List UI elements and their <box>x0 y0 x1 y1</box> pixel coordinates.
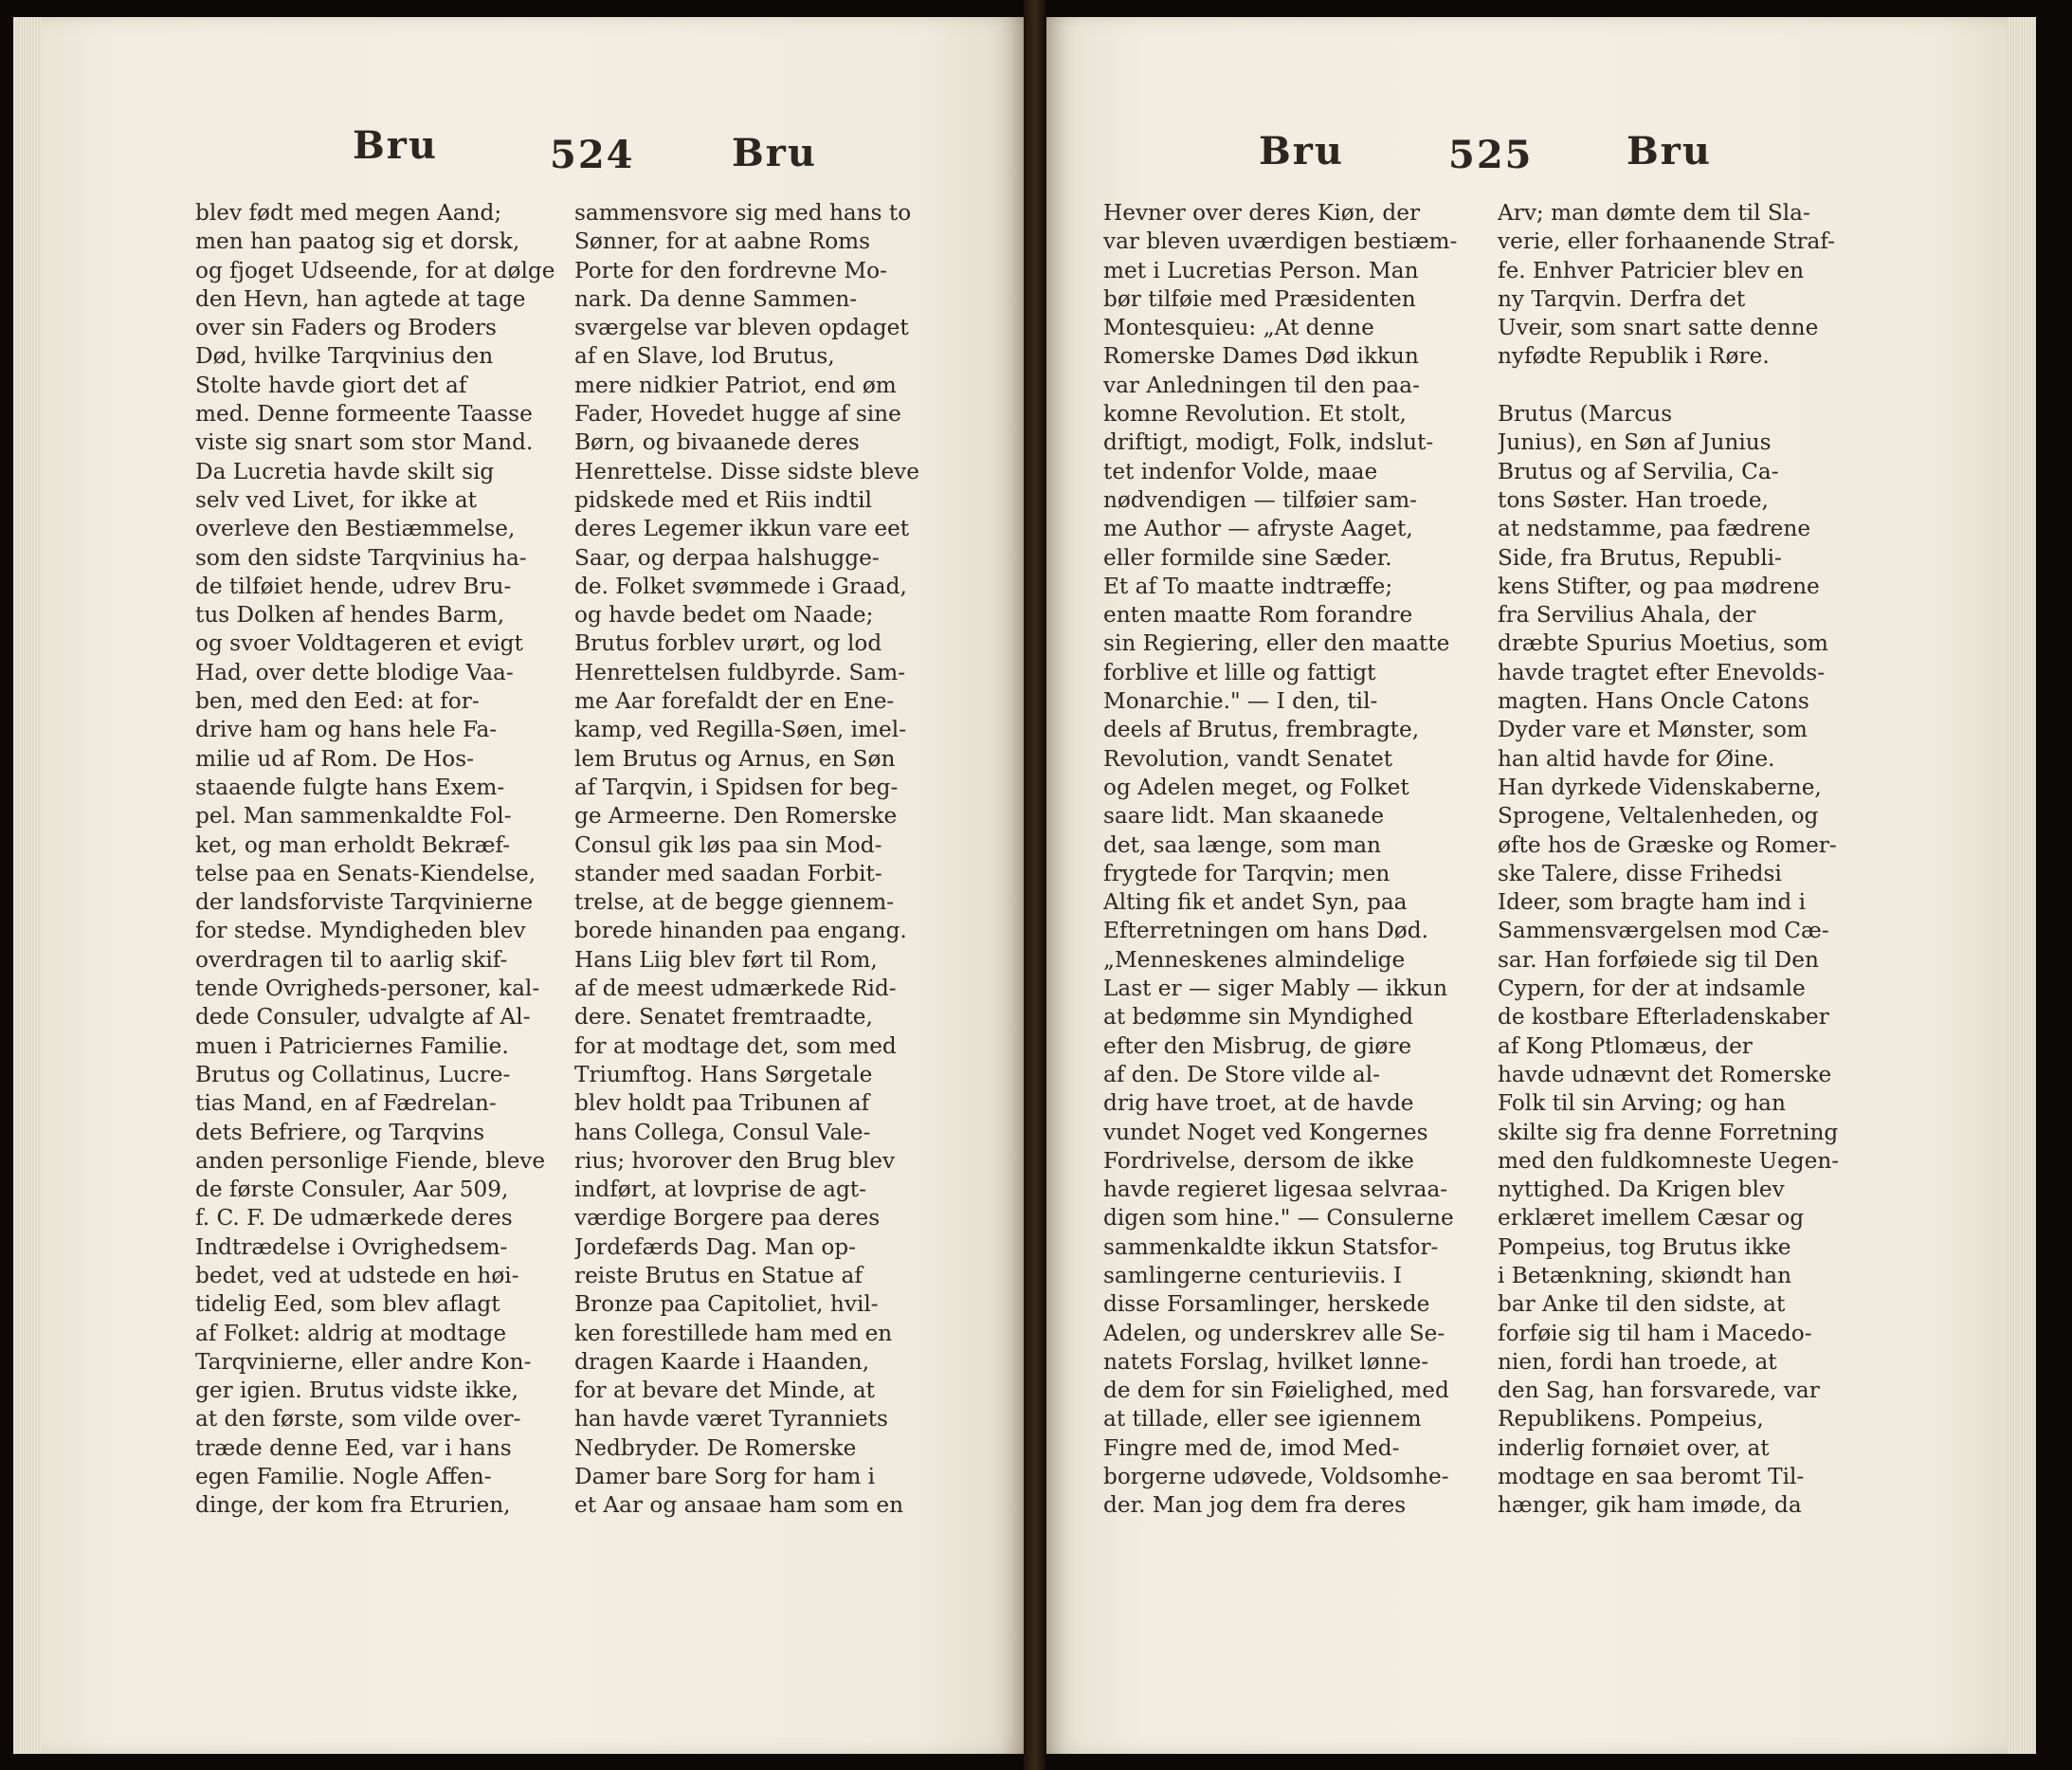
text-line: af en Slave, lod Brutus, <box>574 343 835 370</box>
text-line: Monarchie." — I den, til- <box>1103 688 1378 715</box>
text-line: enten maatte Rom forandre <box>1103 602 1413 629</box>
text-line: ger igien. Brutus vidste ikke, <box>195 1378 518 1404</box>
text-line: de tilføiet hende, udrev Bru- <box>195 573 512 599</box>
text-line: verie, eller forhaanende Straf- <box>1498 228 1835 255</box>
text-line: over sin Faders og Broders <box>195 315 497 341</box>
text-line: af Kong Ptlomæus, der <box>1498 1032 1753 1059</box>
text-line: digen som hine." — Consulerne <box>1103 1205 1454 1232</box>
text-line: Jordefærds Dag. Man op- <box>574 1233 856 1260</box>
text-line: han havde været Tyranniets <box>574 1406 888 1432</box>
text-line: vundet Noget ved Kongernes <box>1103 1119 1428 1145</box>
text-line: sværgelse var bleven opdaget <box>574 315 909 341</box>
text-line: muen i Patriciernes Familie. <box>195 1032 509 1059</box>
text-line: der. Man jog dem fra deres <box>1103 1492 1407 1519</box>
text-line: Consul gik løs paa sin Mod- <box>574 831 882 858</box>
text-line: blev holdt paa Tribunen af <box>574 1090 870 1117</box>
text-line: Da Lucretia havde skilt sig <box>195 458 495 484</box>
text-line: nien, fordi han troede, at <box>1498 1348 1777 1375</box>
text-line: Sprogene, Veltalenheden, og <box>1498 803 1819 830</box>
text-line: havde udnævnt det Romerske <box>1498 1061 1832 1087</box>
text-line: Arv; man dømte dem til Sla- <box>1498 200 1810 226</box>
book-spine <box>1024 0 1046 1770</box>
text-line: dets Befriere, og Tarqvins <box>195 1119 485 1145</box>
text-line: Brutus og af Servilia, Ca- <box>1498 458 1779 484</box>
text-line: trelse, at de begge giennem- <box>574 889 895 916</box>
right-page-number: 525 <box>1448 133 1534 177</box>
text-line: Hevner over deres Kiøn, der <box>1103 200 1421 226</box>
text-line: Bronze paa Capitoliet, hvil- <box>574 1291 879 1318</box>
text-line: Fordrivelse, dersom de ikke <box>1103 1147 1414 1174</box>
text-line: Porte for den fordrevne Mo- <box>574 257 887 283</box>
text-line: milie ud af Rom. De Hos- <box>195 745 474 772</box>
text-line: sin Regiering, eller den maatte <box>1103 630 1450 657</box>
text-line: Nedbryder. De Romerske <box>574 1434 857 1461</box>
text-line: sammensvore sig med hans to <box>574 200 912 226</box>
text-line: forføie sig til ham i Macedo- <box>1498 1320 1812 1346</box>
text-line: Revolution, vandt Senatet <box>1103 745 1393 772</box>
text-line: af Folket: aldrig at modtage <box>195 1320 507 1346</box>
text-line: et Aar og ansaae ham som en <box>574 1492 903 1519</box>
text-line: stander med saadan Forbit- <box>574 860 882 886</box>
text-line: blev født med megen Aand; <box>195 200 502 226</box>
text-line: staaende fulgte hans Exem- <box>195 774 505 800</box>
text-line: Had, over dette blodige Vaa- <box>195 659 514 685</box>
text-line: me Author — afryste Aaget, <box>1103 516 1413 542</box>
text-line: Børn, og bivaanede deres <box>574 429 860 456</box>
text-line: overdragen til to aarlig skif- <box>195 946 508 973</box>
text-line: de dem for sin Føielighed, med <box>1103 1378 1449 1404</box>
text-line: Republikens. Pompeius, <box>1498 1406 1764 1432</box>
text-line: tidelig Eed, som blev aflagt <box>195 1291 500 1318</box>
text-line: for at bevare det Minde, at <box>574 1378 875 1404</box>
text-line: med den fuldkomneste Uegen- <box>1498 1147 1840 1174</box>
text-line: at tillade, eller see igiennem <box>1103 1406 1422 1432</box>
text-line: modtage en saa beromt Til- <box>1498 1464 1805 1490</box>
text-line: overleve den Bestiæmmelse, <box>195 516 516 542</box>
text-line: at den første, som vilde over- <box>195 1406 521 1432</box>
text-line: Ideer, som bragte ham ind i <box>1498 889 1807 916</box>
text-line: Romerske Dames Død ikkun <box>1103 343 1419 370</box>
text-line: at bedømme sin Myndighed <box>1103 1004 1413 1031</box>
text-line: Folk til sin Arving; og han <box>1498 1090 1786 1117</box>
text-line: for at modtage det, som med <box>574 1032 897 1059</box>
text-line: ske Talere, disse Frihedsi <box>1498 860 1782 886</box>
text-line: at nedstamme, paa fædrene <box>1498 516 1811 542</box>
text-line: deels af Brutus, frembragte, <box>1103 717 1420 743</box>
text-line: driftigt, modigt, Folk, indslut- <box>1103 429 1434 456</box>
text-line: ken forestillede ham med en <box>574 1320 893 1346</box>
right-column-1 <box>1103 199 1482 1521</box>
right-head-right: Bru <box>1627 129 1712 173</box>
text-line: havde regieret ligesaa selvraa- <box>1103 1177 1448 1203</box>
text-line: Et af To maatte indtræffe; <box>1103 573 1393 599</box>
text-line: Brutus forblev urørt, og lod <box>574 630 882 657</box>
text-line: Hans Liig blev ført til Rom, <box>574 946 878 973</box>
text-line: Henrettelse. Disse sidste bleve <box>574 458 919 484</box>
text-line: mere nidkier Patriot, end øm <box>574 372 897 398</box>
text-line: drig have troet, at de havde <box>1103 1090 1414 1117</box>
text-line: Cypern, for der at indsamle <box>1498 976 1806 1002</box>
text-line: frygtede for Tarqvin; men <box>1103 860 1390 886</box>
text-line: og svoer Voldtageren et evigt <box>195 630 523 657</box>
text-line: bar Anke til den sidste, at <box>1498 1291 1786 1318</box>
right-page-edge <box>2008 17 2036 1754</box>
text-line: pel. Man sammenkaldte Fol- <box>195 803 512 830</box>
text-line: sammenkaldte ikkun Statsfor- <box>1103 1233 1439 1260</box>
text-line: indført, at lovprise de agt- <box>574 1177 866 1203</box>
text-line: f. C. F. De udmærkede deres <box>195 1205 513 1232</box>
text-line: og havde bedet om Naade; <box>574 602 874 629</box>
left-column-1 <box>195 199 574 1521</box>
text-line: samlingerne centurieviis. I <box>1103 1262 1403 1288</box>
text-line: de kostbare Efterladenskaber <box>1498 1004 1829 1031</box>
text-line: kamp, ved Regilla-Søen, imel- <box>574 717 907 743</box>
right-head-left: Bru <box>1259 129 1344 173</box>
text-line: og fjoget Udseende, for at dølge <box>195 257 555 283</box>
text-line: dinge, der kom fra Etrurien, <box>195 1492 511 1519</box>
text-line: inderlig fornøiet over, at <box>1498 1434 1770 1461</box>
text-line: nødvendigen — tilføier sam- <box>1103 486 1418 513</box>
text-line: nyttighed. Da Krigen blev <box>1498 1177 1785 1203</box>
text-line: bedet, ved at udstede en høi- <box>195 1262 519 1288</box>
text-line: erklæret imellem Cæsar og <box>1498 1205 1805 1232</box>
text-line: for stedse. Myndigheden blev <box>195 918 526 944</box>
text-line: Saar, og derpaa halshugge- <box>574 544 880 571</box>
text-line: Uveir, som snart satte denne <box>1498 315 1819 341</box>
text-line: telse paa en Senats-Kiendelse, <box>195 860 536 886</box>
text-line: natets Forslag, hvilket lønne- <box>1103 1348 1429 1375</box>
text-line: Montesquieu: „At denne <box>1103 315 1374 341</box>
text-line: sar. Han forføiede sig til Den <box>1498 946 1819 973</box>
text-line: tons Søster. Han troede, <box>1498 486 1769 513</box>
text-line: deres Legemer ikkun vare eet <box>574 516 910 542</box>
text-line: Efterretningen om hans Død. <box>1103 918 1428 944</box>
text-line: Brutus og Collatinus, Lucre- <box>195 1061 511 1087</box>
left-column-2 <box>574 199 954 1521</box>
text-line: „Menneskenes almindelige <box>1103 946 1406 973</box>
text-line: forblive et lille og fattigt <box>1103 659 1376 685</box>
text-line: det, saa længe, som man <box>1103 831 1381 858</box>
text-line: han altid havde for Øine. <box>1498 745 1775 772</box>
text-line: var bleven uværdigen bestiæm- <box>1103 228 1458 255</box>
text-line: Tarqvinierne, eller andre Kon- <box>195 1348 532 1375</box>
text-line: i Betænkning, skiøndt han <box>1498 1262 1791 1288</box>
text-line: tias Mand, en af Fædrelan- <box>195 1090 497 1117</box>
text-line: fe. Enhver Patricier blev en <box>1498 257 1805 283</box>
text-line: den Hevn, han agtede at tage <box>195 285 526 312</box>
text-line: rius; hvorover den Brug blev <box>574 1147 896 1174</box>
text-line: me Aar forefaldt der en Ene- <box>574 688 895 715</box>
text-line: Junius), en Søn af Junius <box>1498 429 1772 456</box>
text-line: Død, hvilke Tarqvinius den <box>195 343 494 370</box>
text-line <box>1498 372 1877 400</box>
text-line: de. Folket svømmede i Graad, <box>574 573 907 599</box>
text-line: hænger, gik ham imøde, da <box>1498 1492 1802 1519</box>
text-line: fra Servilius Ahala, der <box>1498 602 1756 629</box>
text-line: ben, med den Eed: at for- <box>195 688 480 715</box>
text-line: ket, og man erholdt Bekræf- <box>195 831 511 858</box>
text-line: Han dyrkede Videnskaberne, <box>1498 774 1822 800</box>
text-line: tus Dolken af hendes Barm, <box>195 602 505 629</box>
text-line: tende Ovrigheds-personer, kal- <box>195 976 540 1002</box>
text-line: og Adelen meget, og Folket <box>1103 774 1409 800</box>
text-line: kens Stifter, og paa mødrene <box>1498 573 1820 599</box>
text-line: Indtrædelse i Ovrighedsem- <box>195 1233 508 1260</box>
text-line: met i Lucretias Person. Man <box>1103 257 1419 283</box>
text-line: af Tarqvin, i Spidsen for beg- <box>574 774 899 800</box>
text-line: Fingre med de, imod Med- <box>1103 1434 1400 1461</box>
text-line: Adelen, og underskrev alle Se- <box>1103 1320 1445 1346</box>
text-line: selv ved Livet, for ikke at <box>195 486 477 513</box>
text-line: nyfødte Republik i Røre. <box>1498 343 1770 370</box>
text-line: egen Familie. Nogle Affen- <box>195 1464 492 1490</box>
text-line: borede hinanden paa engang. <box>574 918 907 944</box>
text-line: havde tragtet efter Enevolds- <box>1498 659 1826 685</box>
text-line: af den. De Store vilde al- <box>1103 1061 1380 1087</box>
text-line: som den sidste Tarqvinius ha- <box>195 544 527 571</box>
text-line: eller formilde sine Sæder. <box>1103 544 1392 571</box>
text-line: dræbte Spurius Moetius, som <box>1498 630 1828 657</box>
text-line: træde denne Eed, var i hans <box>195 1434 512 1461</box>
text-line: efter den Misbrug, de giøre <box>1103 1032 1412 1059</box>
text-line: bør tilføie med Præsidenten <box>1103 285 1416 312</box>
text-line: af de meest udmærkede Rid- <box>574 976 897 1002</box>
text-line: drive ham og hans hele Fa- <box>195 717 498 743</box>
text-line: saare lidt. Man skaanede <box>1103 803 1385 830</box>
text-line: Dyder vare et Mønster, som <box>1498 717 1808 743</box>
text-line: magten. Hans Oncle Catons <box>1498 688 1809 715</box>
text-line: Sammensværgelsen mod Cæ- <box>1498 918 1829 944</box>
text-line: med. Denne formeente Taasse <box>195 401 533 428</box>
text-line: men han paatog sig et dorsk, <box>195 228 520 255</box>
text-line: ge Armeerne. Den Romerske <box>574 803 898 830</box>
text-line: Sønner, for at aabne Roms <box>574 228 871 255</box>
text-line: disse Forsamlinger, herskede <box>1103 1291 1430 1318</box>
left-page-edge <box>13 17 42 1754</box>
text-line: var Anledningen til den paa- <box>1103 372 1420 398</box>
text-line: ny Tarqvin. Derfra det <box>1498 285 1746 312</box>
text-line: Stolte havde giort det af <box>195 372 467 398</box>
text-line: borgerne udøvede, Voldsomhe- <box>1103 1464 1449 1490</box>
left-page-number: 524 <box>550 133 635 177</box>
text-line: Last er — siger Mably — ikkun <box>1103 976 1448 1002</box>
text-line: værdige Borgere paa deres <box>574 1205 881 1232</box>
text-line: pidskede med et Riis indtil <box>574 486 872 513</box>
text-line: Pompeius, tog Brutus ikke <box>1498 1233 1791 1260</box>
text-line: tet indenfor Volde, maae <box>1103 458 1378 484</box>
text-line: øfte hos de Græske og Romer- <box>1498 831 1837 858</box>
text-line: viste sig snart som stor Mand. <box>195 429 534 456</box>
text-line: komne Revolution. Et stolt, <box>1103 401 1407 428</box>
text-line: Brutus (Marcus <box>1498 401 1673 428</box>
text-line: Damer bare Sorg for ham i <box>574 1464 876 1490</box>
text-line: anden personlige Fiende, bleve <box>195 1147 546 1174</box>
text-line: dragen Kaarde i Haanden, <box>574 1348 870 1375</box>
text-line: reiste Brutus en Statue af <box>574 1262 863 1288</box>
text-line: Henrettelsen fuldbyrde. Sam- <box>574 659 906 685</box>
text-line: Side, fra Brutus, Republi- <box>1498 544 1782 571</box>
text-line: skilte sig fra denne Forretning <box>1498 1119 1839 1145</box>
text-line: der landsforviste Tarqvinierne <box>195 889 534 916</box>
text-line: den Sag, han forsvarede, var <box>1498 1378 1820 1404</box>
text-line: Triumftog. Hans Sørgetale <box>574 1061 873 1087</box>
text-line: Alting fik et andet Syn, paa <box>1103 889 1408 916</box>
left-head-right: Bru <box>732 131 817 175</box>
right-column-2 <box>1498 199 1877 1521</box>
left-head-left: Bru <box>353 123 438 168</box>
text-line: lem Brutus og Arnus, en Søn <box>574 745 896 772</box>
text-line: hans Collega, Consul Vale- <box>574 1119 871 1145</box>
text-line: Fader, Hovedet hugge af sine <box>574 401 901 428</box>
text-line: de første Consuler, Aar 509, <box>195 1177 509 1203</box>
text-line: nark. Da denne Sammen- <box>574 285 858 312</box>
text-line: dere. Senatet fremtraadte, <box>574 1004 873 1031</box>
text-line: dede Consuler, udvalgte af Al- <box>195 1004 531 1031</box>
